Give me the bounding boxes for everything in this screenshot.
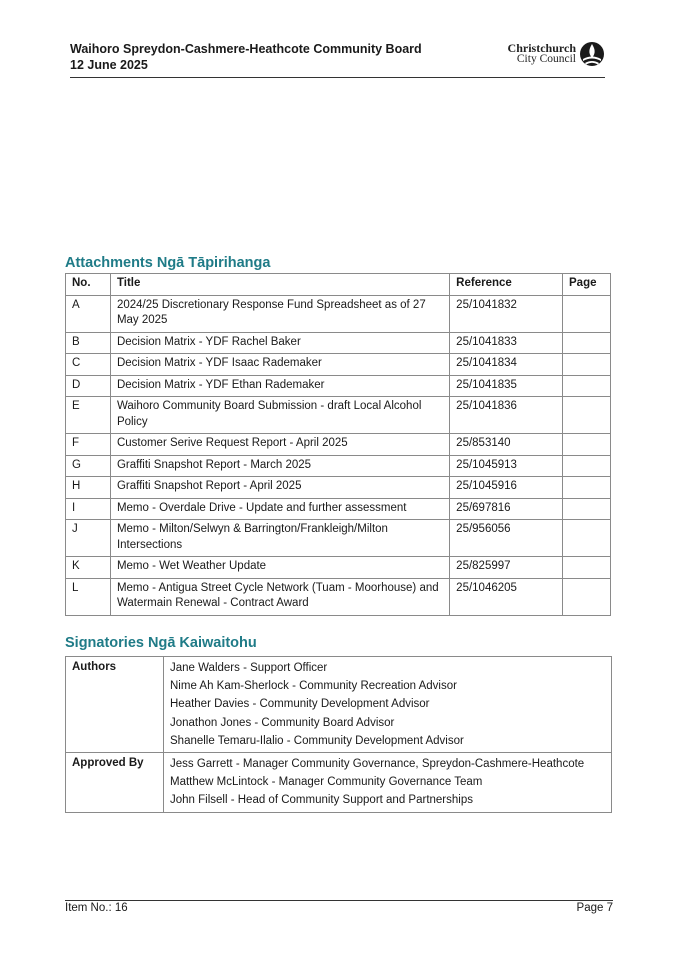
attachments-table — [65, 273, 611, 616]
cell-title: Memo - Overdale Drive - Update and further assessment — [110, 498, 449, 520]
cell-no: G — [66, 455, 111, 477]
cell-reference: 25/1041835 — [450, 375, 563, 397]
signatory-names — [164, 753, 612, 813]
signatories-heading: Signatories Ngā Kaiwaitohu — [65, 635, 257, 651]
column-header-no: No. — [66, 274, 111, 296]
christchurch-logo-icon — [579, 41, 605, 67]
signatory-names — [164, 657, 612, 753]
cell-no: K — [66, 557, 111, 579]
signatory-name: Heather Davies - Community Development Advisor — [170, 698, 430, 711]
signatories-table — [65, 656, 612, 813]
signatory-name: Nime Ah Kam-Sherlock - Community Recreation Advisor — [170, 680, 457, 693]
footer-page-number: Page 7 — [576, 902, 613, 914]
cell-reference: 25/853140 — [450, 434, 563, 456]
column-header-page: Page — [563, 274, 611, 296]
column-header-reference: Reference — [450, 274, 563, 296]
cell-no: J — [66, 520, 111, 557]
cell-page — [563, 557, 611, 579]
cell-title: Decision Matrix - YDF Isaac Rademaker — [110, 354, 449, 376]
cell-no: I — [66, 498, 111, 520]
logo-text-line2: City Council — [516, 53, 576, 65]
cell-reference: 25/1045913 — [450, 455, 563, 477]
cell-title: Decision Matrix - YDF Ethan Rademaker — [110, 375, 449, 397]
signatory-role-label: Authors — [66, 657, 164, 753]
cell-no: L — [66, 578, 111, 615]
column-header-title: Title — [110, 274, 449, 296]
table-row — [66, 375, 611, 397]
signatory-name: Jonathon Jones - Community Board Advisor — [170, 716, 395, 729]
cell-reference: 25/1041834 — [450, 354, 563, 376]
signatory-name: Shanelle Temaru-Ilalio - Community Development Advisor — [170, 734, 464, 747]
cell-reference: 25/1041836 — [450, 397, 563, 434]
signatory-name: Matthew McLintock - Manager Community Governance Team — [170, 776, 483, 789]
cell-reference: 25/825997 — [450, 557, 563, 579]
signatory-group-row — [66, 753, 612, 813]
cell-page — [563, 498, 611, 520]
table-row — [66, 477, 611, 499]
cell-no: D — [66, 375, 111, 397]
cell-title: 2024/25 Discretionary Response Fund Spreadsheet as of 27 May 2025 — [110, 295, 449, 332]
cell-no: H — [66, 477, 111, 499]
cell-page — [563, 520, 611, 557]
cell-title: Memo - Milton/Selwyn & Barrington/Frankleigh/Milton Intersections — [110, 520, 449, 557]
table-row — [66, 354, 611, 376]
signatory-group-row — [66, 657, 612, 753]
table-row — [66, 578, 611, 615]
cell-title: Graffiti Snapshot Report - March 2025 — [110, 455, 449, 477]
cell-reference: 25/1046205 — [450, 578, 563, 615]
cell-reference: 25/1045916 — [450, 477, 563, 499]
cell-page — [563, 397, 611, 434]
cell-no: A — [66, 295, 111, 332]
cell-title: Memo - Antigua Street Cycle Network (Tuam - Moorhouse) and Watermain Renewal - Contract Award — [110, 578, 449, 615]
board-name: Waihoro Spreydon-Cashmere-Heathcote Community Board — [70, 42, 422, 56]
page-header — [70, 41, 605, 78]
signatory-name: Jess Garrett - Manager Community Governance, Spreydon-Cashmere-Heathcote — [170, 758, 585, 771]
cell-page — [563, 295, 611, 332]
council-logo — [508, 41, 605, 67]
attachments-heading: Attachments Ngā Tāpirihanga — [65, 255, 271, 271]
cell-page — [563, 332, 611, 354]
signatory-name: Jane Walders - Support Officer — [170, 662, 328, 674]
meeting-date: 12 June 2025 — [70, 58, 148, 72]
cell-page — [563, 477, 611, 499]
cell-page — [563, 354, 611, 376]
cell-title: Customer Serive Request Report - April 2025 — [110, 434, 449, 456]
table-row — [66, 434, 611, 456]
table-row — [66, 498, 611, 520]
table-header-row — [66, 274, 611, 296]
cell-reference: 25/697816 — [450, 498, 563, 520]
cell-reference: 25/956056 — [450, 520, 563, 557]
cell-no: C — [66, 354, 111, 376]
cell-page — [563, 578, 611, 615]
cell-title: Waihoro Community Board Submission - draft Local Alcohol Policy — [110, 397, 449, 434]
cell-no: B — [66, 332, 111, 354]
table-row — [66, 557, 611, 579]
cell-reference: 25/1041832 — [450, 295, 563, 332]
cell-title: Decision Matrix - YDF Rachel Baker — [110, 332, 449, 354]
table-row — [66, 520, 611, 557]
cell-page — [563, 455, 611, 477]
table-row — [66, 397, 611, 434]
cell-no: E — [66, 397, 111, 434]
cell-reference: 25/1041833 — [450, 332, 563, 354]
logo-text-line1: Christchurch — [507, 41, 576, 55]
cell-page — [563, 375, 611, 397]
table-row — [66, 295, 611, 332]
cell-page — [563, 434, 611, 456]
page-footer — [65, 900, 613, 914]
signatory-role-label: Approved By — [66, 753, 164, 813]
cell-title: Graffiti Snapshot Report - April 2025 — [110, 477, 449, 499]
table-row — [66, 455, 611, 477]
table-row — [66, 332, 611, 354]
footer-item-number: Item No.: 16 — [65, 902, 128, 914]
cell-title: Memo - Wet Weather Update — [110, 557, 449, 579]
cell-no: F — [66, 434, 111, 456]
signatory-name: John Filsell - Head of Community Support and Partnerships — [170, 794, 473, 807]
